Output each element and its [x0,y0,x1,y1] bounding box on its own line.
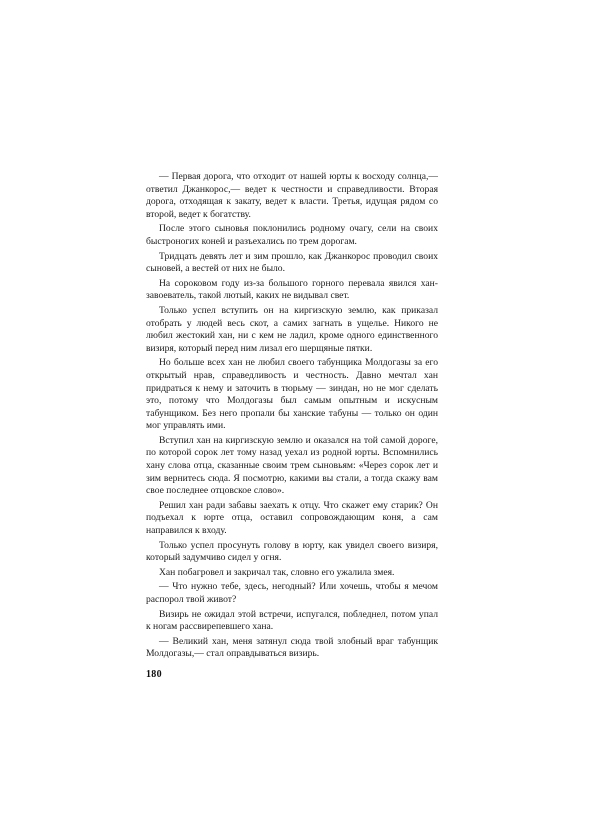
paragraph: Но больше всех хан не любил своего табунщика Молдогазы за его открытый нрав, справедливость и честность. Давно мечтал хан придраться к нему и заточить в тюрьму — зиндан, но не мог сделать это, потому что Молдогазы был самым опытным и искусным табунщиком. Без него пропали бы ханские табуны — только он один мог управлять ими. [146,357,438,432]
paragraph: Визирь не ожидал этой встречи, испугался, побледнел, потом упал к ногам рассвирепевшего хана. [146,608,438,633]
paragraph: — Великий хан, меня затянул сюда твой злобный враг табунщик Молдогазы,— стал оправдываться визирь. [146,635,438,660]
paragraph: Вступил хан на киргизскую землю и оказался на той самой дороге, по которой сорок лет тому назад уехал из родной юрты. Вспомнились хану слова отца, сказанные своим трем сыновьям: «Через сорок лет и зим вернитесь сюда. Я посмотрю, какими вы стали, а тогда скажу вам свое последнее отцовское слово». [146,434,438,497]
paragraph: Только успел вступить он на киргизскую землю, как приказал отобрать у людей весь скот, а самих загнать в ущелье. Никого не любил жестокий хан, ни с кем не ладил, кроме одного единственного визиря, который перед ним лизал его шерщяные пятки. [146,304,438,354]
paragraph: — Что нужно тебе, здесь, негодный? Или хочешь, чтобы я мечом распорол твой живот? [146,581,438,605]
paragraph: — Первая дорога, что отходит от нашей юрты к восходу солнца,— ответил Джанкорос,— ведет к честности и справедливости. Вторая дорога, отходящая к закату, ведет к власти. Третья, идущая рядом со второй, ведет к богатству. [146,171,438,220]
paragraph: Решил хан ради забавы заехать к отцу. Что скажет ему старик? Он подъехал к юрте отца, оставил сопровождающим коня, а сам направился к входу. [146,499,438,537]
body-text [146,171,438,663]
page-number: 180 [146,669,162,680]
paragraph: Тридцать девять лет и зим прошло, как Джанкорос проводил своих сыновей, а вестей от них не было. [146,250,438,275]
paragraph: Только успел просунуть голову в юрту, как увидел своего визиря, который задумчиво сидел у огня. [146,539,438,564]
paragraph: Хан побагровел и закричал так, словно его ужалила змея. [159,566,395,578]
paragraph: После этого сыновья поклонились родному очагу, сели на своих быстроногих коней и разъехались по трем дорогам. [146,223,438,247]
paragraph: На сороковом году из-за большого горного перевала явился хан-завоеватель, такой лютый, каких не видывал свет. [146,277,438,302]
